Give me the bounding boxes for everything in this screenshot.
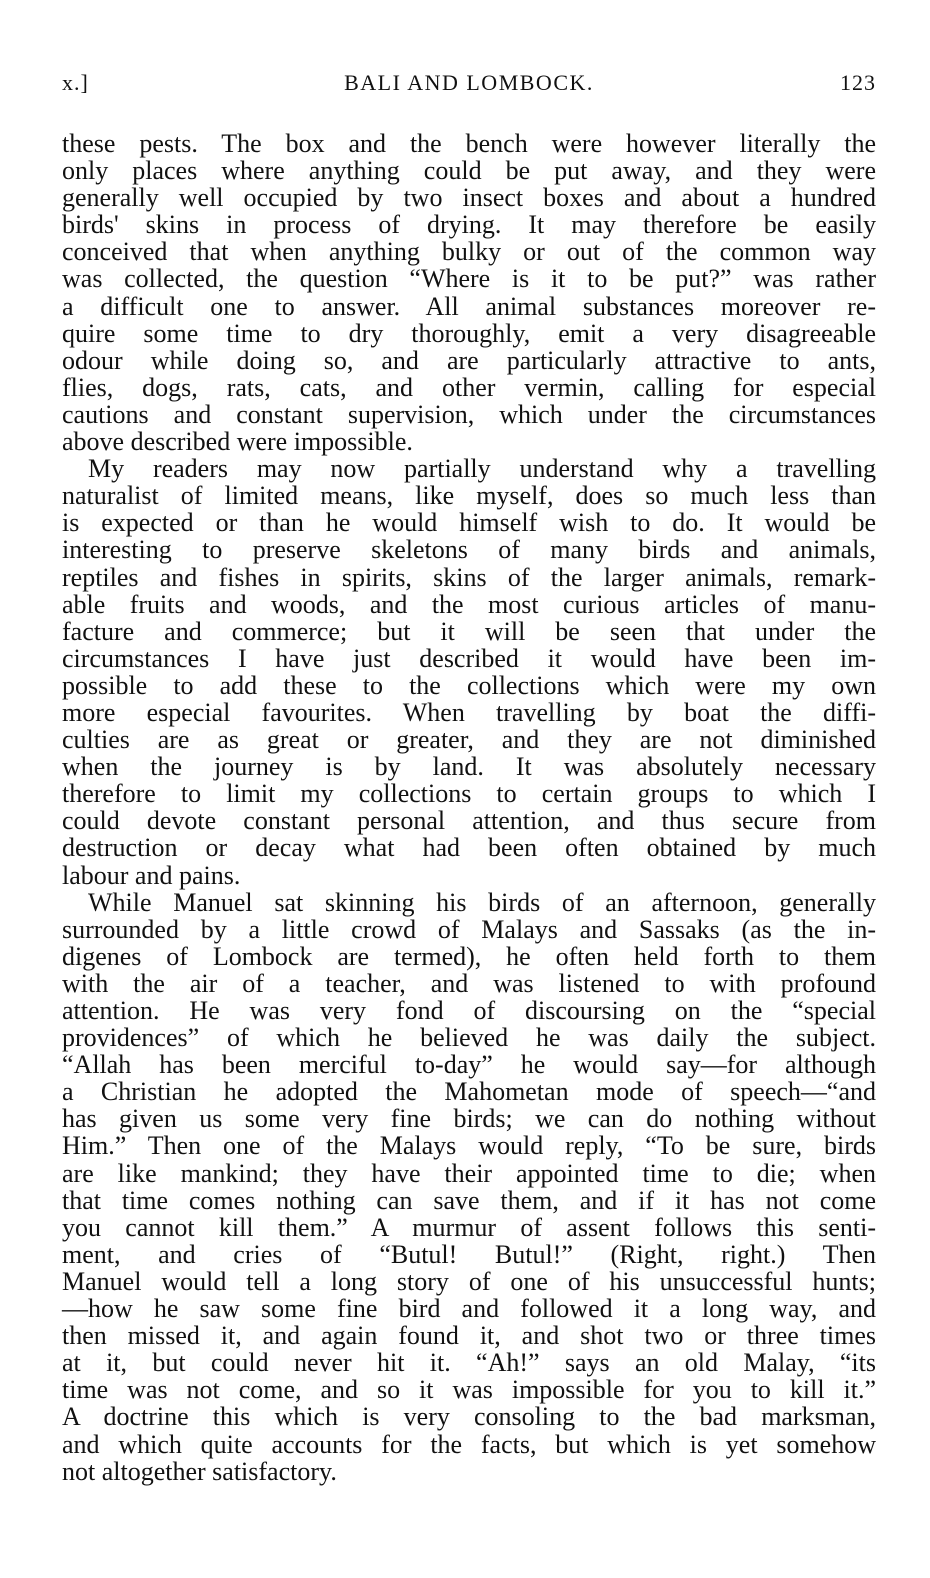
text-line: therefore to limit my collections to certain groups to which I bbox=[62, 779, 876, 809]
text-line: only places where anything could be put away, and they were bbox=[62, 156, 876, 186]
text-line: when the journey is by land. It was absolutely necessary bbox=[62, 752, 876, 782]
running-header bbox=[62, 70, 876, 104]
text-line: My readers may now partially understand why a travelling bbox=[88, 454, 876, 484]
text-line: facture and commerce; but it will be seen that under the bbox=[62, 616, 876, 646]
text-line: circumstances I have just described it would have been im- bbox=[62, 643, 876, 673]
text-line: destruction or decay what had been often obtained by much bbox=[62, 833, 876, 863]
running-title: BALI AND LOMBOCK. bbox=[344, 70, 594, 95]
text-line: conceived that when anything bulky or out of the common way bbox=[62, 237, 876, 267]
text-line: that time comes nothing can save them, and if it has not come bbox=[62, 1185, 876, 1215]
text-line: Manuel would tell a long story of one of his unsuccessful hunts; bbox=[62, 1266, 876, 1296]
text-line: then missed it, and again found it, and shot two or three times bbox=[62, 1321, 876, 1351]
text-line: possible to add these to the collections which were my own bbox=[62, 670, 876, 700]
text-line: “Allah has been merciful to-day” he would say—for although bbox=[62, 1050, 876, 1080]
text-line: birds' skins in process of drying. It may therefore be easily bbox=[62, 210, 876, 240]
text-line: able fruits and woods, and the most curious articles of manu- bbox=[62, 589, 876, 619]
text-line: Him.” Then one of the Malays would reply, “To be sure, birds bbox=[62, 1131, 876, 1161]
text-line: reptiles and fishes in spirits, skins of the larger animals, remark- bbox=[62, 562, 876, 592]
text-line: a difficult one to answer. All animal substances moreover re- bbox=[62, 291, 876, 321]
text-line: cautions and constant supervision, which under the circumstances bbox=[62, 399, 876, 429]
text-line: not altogether satisfactory. bbox=[62, 1456, 337, 1486]
body-text bbox=[62, 130, 876, 1485]
text-line: you cannot kill them.” A murmur of assent follows this senti- bbox=[62, 1212, 876, 1242]
page-number: 123 bbox=[840, 70, 876, 95]
text-line: time was not come, and so it was impossible for you to kill it.” bbox=[62, 1375, 876, 1405]
text-line: at it, but could never hit it. “Ah!” says an old Malay, “its bbox=[62, 1348, 876, 1378]
text-line: naturalist of limited means, like myself, does so much less than bbox=[62, 481, 876, 511]
text-line: could devote constant personal attention, and thus secure from bbox=[62, 806, 876, 836]
text-line: was collected, the question “Where is it to be put?” was rather bbox=[62, 264, 876, 294]
text-line: are like mankind; they have their appointed time to die; when bbox=[62, 1158, 876, 1188]
text-line: interesting to preserve skeletons of many birds and animals, bbox=[62, 535, 876, 565]
text-line: ment, and cries of “Butul! Butul!” (Right, right.) Then bbox=[62, 1239, 876, 1269]
paragraph bbox=[62, 455, 876, 889]
text-line: While Manuel sat skinning his birds of an afternoon, generally bbox=[88, 887, 876, 917]
text-line: digenes of Lombock are termed), he often held forth to them bbox=[62, 941, 876, 971]
text-line: A doctrine this which is very consoling to the bad marksman, bbox=[62, 1402, 876, 1432]
text-line: culties are as great or greater, and they are not diminished bbox=[62, 725, 876, 755]
text-line: providences” of which he believed he was daily the subject. bbox=[62, 1023, 876, 1053]
text-line: and which quite accounts for the facts, but which is yet somehow bbox=[62, 1429, 876, 1459]
text-line: a Christian he adopted the Mahometan mode of speech—“and bbox=[62, 1077, 876, 1107]
text-line: generally well occupied by two insect boxes and about a hundred bbox=[62, 183, 876, 213]
text-line: more especial favourites. When travelling by boat the diffi- bbox=[62, 697, 876, 727]
paragraph bbox=[62, 889, 876, 1485]
text-line: labour and pains. bbox=[62, 860, 241, 890]
text-line: with the air of a teacher, and was listened to with profound bbox=[62, 968, 876, 998]
text-line: above described were impossible. bbox=[62, 427, 413, 457]
text-line: —how he saw some fine bird and followed it a long way, and bbox=[62, 1294, 876, 1324]
text-line: is expected or than he would himself wish to do. It would be bbox=[62, 508, 876, 538]
chapter-marker: x.] bbox=[62, 70, 89, 95]
text-line: attention. He was very fond of discoursing on the “special bbox=[62, 996, 876, 1025]
text-line: flies, dogs, rats, cats, and other vermin, calling for especial bbox=[62, 372, 876, 402]
text-line: odour while doing so, and are particularly attractive to ants, bbox=[62, 345, 876, 375]
text-line: quire some time to dry thoroughly, emit a very disagreeable bbox=[62, 318, 876, 348]
text-line: these pests. The box and the bench were however literally the bbox=[62, 129, 876, 158]
paragraph bbox=[62, 130, 876, 455]
text-line: has given us some very fine birds; we can do nothing without bbox=[62, 1104, 876, 1134]
text-line: surrounded by a little crowd of Malays and Sassaks (as the in- bbox=[62, 914, 876, 944]
